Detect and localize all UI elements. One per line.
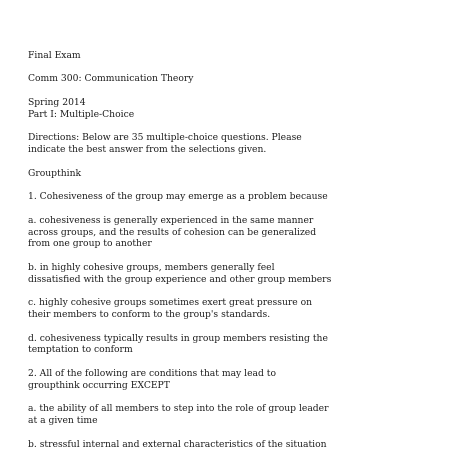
option-b-line: dissatisfied with the group experience and other group members	[28, 274, 332, 285]
option-a-line: from one group to another	[28, 238, 152, 249]
option-d-line: d. cohesiveness typically results in group members resisting the	[28, 333, 328, 344]
exam-part: Part I: Multiple-Choice	[28, 109, 135, 120]
option-a-line: across groups, and the results of cohesion can be generalized	[28, 227, 317, 238]
exam-title: Final Exam	[28, 50, 81, 61]
option-d-line: temptation to conform	[28, 344, 133, 355]
question-stem: 2. All of the following are conditions that may lead to	[28, 368, 277, 379]
option-a-line: a. cohesiveness is generally experienced in the same manner	[28, 215, 314, 226]
section-title: Groupthink	[28, 168, 82, 179]
question-stem: 1. Cohesiveness of the group may emerge as a problem because	[28, 191, 328, 202]
option-b-line: b. in highly cohesive groups, members generally feel	[28, 262, 275, 273]
exam-term: Spring 2014	[28, 97, 86, 108]
option-c-line: c. highly cohesive groups sometimes exert great pressure on	[28, 297, 313, 308]
option-a-line: a. the ability of all members to step into the role of group leader	[28, 403, 329, 414]
option-a-line: at a given time	[28, 415, 98, 426]
question-stem: groupthink occurring EXCEPT	[28, 380, 170, 391]
option-c-line: their members to conform to the group's standards.	[28, 309, 271, 320]
directions-line: Directions: Below are 35 multiple-choice questions. Please	[28, 132, 302, 143]
option-b-line: b. stressful internal and external characteristics of the situation	[28, 439, 327, 450]
directions-line: indicate the best answer from the selections given.	[28, 144, 267, 155]
course-name: Comm 300: Communication Theory	[28, 73, 194, 84]
